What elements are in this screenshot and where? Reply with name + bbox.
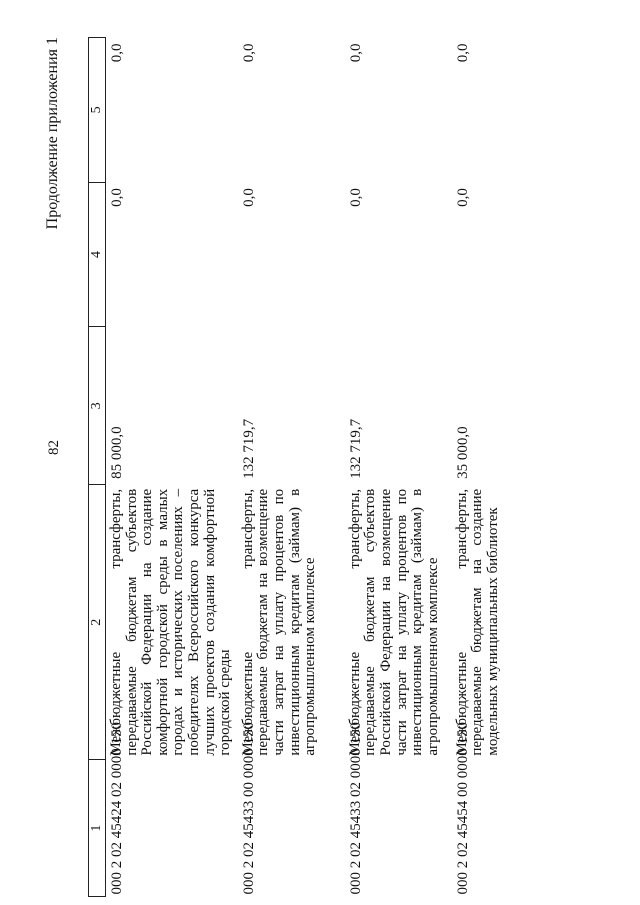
amount-col4: 0,0: [240, 188, 257, 207]
budget-code: 000 2 02 45433 02 0000 150: [347, 722, 364, 895]
column-header-5: 5: [89, 38, 106, 183]
table-row: [238, 38, 345, 897]
table-row: [452, 38, 509, 897]
column-header-4: 4: [89, 182, 106, 327]
budget-code: 000 2 02 45454 00 0000 150: [454, 722, 471, 895]
table-row: [345, 38, 452, 897]
amount-col5: 0,0: [109, 43, 125, 63]
amount-col5: 0,0: [240, 43, 257, 63]
amount-col3: 35 000,0: [454, 426, 471, 479]
amount-col3: 85 000,0: [109, 426, 125, 479]
budget-table: [88, 37, 509, 897]
amount-col3: 132 719,7: [347, 418, 364, 479]
budget-item-name: Межбюджетные трансферты, передаваемые бюджетам на возмещение части затрат на уплату процентов по инвестиционным кредитам (займам) в агропромышленном комплексе: [239, 488, 319, 756]
amount-col4: 0,0: [109, 188, 125, 207]
table-row: [106, 38, 238, 897]
amount-col4: 0,0: [347, 188, 364, 207]
amount-col4: 0,0: [454, 188, 471, 207]
budget-code: 000 2 02 45433 00 0000 150: [240, 722, 257, 895]
amount-col5: 0,0: [347, 43, 364, 63]
budget-code: 000 2 02 45424 02 0000 150: [109, 722, 125, 895]
column-header-2: 2: [89, 485, 106, 760]
column-header-1: 1: [89, 760, 106, 897]
amount-col3: 132 719,7: [240, 418, 257, 479]
column-header-3: 3: [89, 327, 106, 485]
budget-item-name: Межбюджетные трансферты, передаваемые бюджетам на создание модельных муниципальных библиотек: [453, 488, 501, 756]
page-number: 82: [46, 440, 62, 455]
budget-item-name: Межбюджетные трансферты, передаваемые бюджетам субъектов Российской Федерации на создание комфортной городской среды в малых городах и исторических поселениях – победителях Всероссийского конкурса лучших проектов создания комфортной городской среды: [108, 488, 234, 756]
amount-col5: 0,0: [454, 43, 471, 63]
continuation-note: Продолжение приложения 1: [44, 37, 61, 230]
budget-item-name: Межбюджетные трансферты, передаваемые бюджетам субъектов Российской Федерации на возмещение части затрат на уплату процентов по инвестиционным кредитам (займам) в агропромышленном комплексе: [346, 488, 441, 756]
table-header: [89, 38, 106, 897]
